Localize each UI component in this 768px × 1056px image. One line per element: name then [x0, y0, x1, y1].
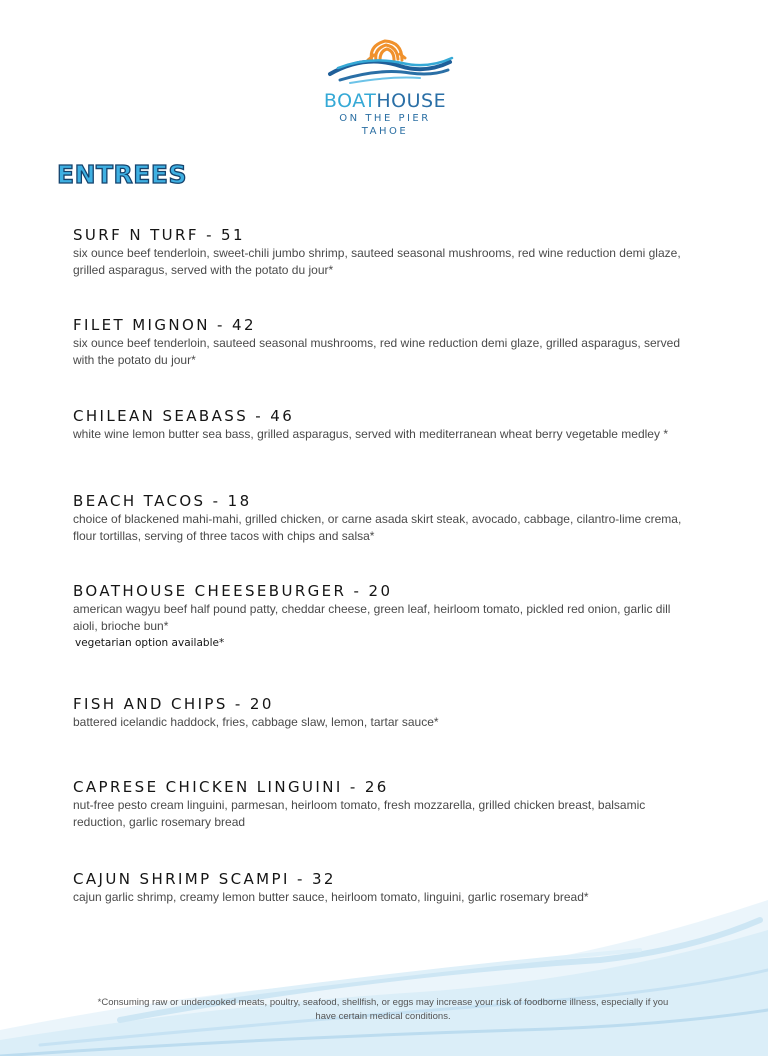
boathouse-logo [300, 36, 470, 146]
brand-subtitle-1: ON THE PIER [339, 113, 431, 124]
menu-item-title: SURF N TURF - 51 [73, 226, 245, 244]
menu-item-description: six ounce beef tenderloin, sauteed seasonal mushrooms, red wine reduction demi glaze, grilled asparagus, served with the potato du jour* [73, 336, 681, 367]
menu-item [73, 695, 693, 731]
menu-item-title: CAPRESE CHICKEN LINGUINI - 26 [73, 778, 389, 796]
section-title: ENTREES [57, 160, 187, 189]
brand-name [300, 90, 470, 112]
menu-item-title: FISH AND CHIPS - 20 [73, 695, 274, 713]
menu-item [73, 778, 693, 831]
menu-item-title: BOATHOUSE CHEESEBURGER - 20 [73, 582, 393, 600]
menu-item-description: nut-free pesto cream linguini, parmesan, heirloom tomato, fresh mozzarella, grilled chicken breast, balsamic reduction, garlic rosemary bread [73, 798, 646, 829]
menu-item-description: six ounce beef tenderloin, sweet-chili jumbo shrimp, sauteed seasonal mushrooms, red wine reduction demi glaze, grilled asparagus, served with the potato du jour* [73, 246, 681, 277]
menu-item-title: CHILEAN SEABASS - 46 [73, 407, 295, 425]
menu-item [73, 226, 693, 279]
menu-item-description: white wine lemon butter sea bass, grilled asparagus, served with mediterranean wheat berry vegetable medley * [73, 427, 668, 441]
menu-item-title: BEACH TACOS - 18 [73, 492, 252, 510]
menu-item-description: cajun garlic shrimp, creamy lemon butter sauce, heirloom tomato, linguini, garlic rosemary bread* [73, 890, 589, 904]
menu-item [73, 407, 693, 443]
brand-name-part2: HOUSE [376, 90, 447, 112]
food-safety-disclaimer: *Consuming raw or undercooked meats, poultry, seafood, shellfish, or eggs may increase your risk of foodborne illness, especially if you have certain medical conditions. [97, 997, 669, 1022]
brand-subtitle-2: TAHOE [361, 126, 409, 137]
menu-item [73, 582, 693, 651]
decorative-wave [0, 880, 768, 1056]
menu-item [73, 316, 693, 369]
brand-name-part1: BOAT [323, 90, 377, 112]
menu-item-note: vegetarian option available* [75, 637, 225, 649]
menu-item-title: CAJUN SHRIMP SCAMPI - 32 [73, 870, 336, 888]
menu-item-title: FILET MIGNON - 42 [73, 316, 256, 334]
menu-item-description: battered icelandic haddock, fries, cabbage slaw, lemon, tartar sauce* [73, 715, 439, 729]
menu-item-description: choice of blackened mahi-mahi, grilled chicken, or carne asada skirt steak, avocado, cabbage, cilantro-lime crema, flour tortillas, serving of three tacos with chips and salsa* [73, 512, 682, 543]
sun-wave-logo-mark [310, 36, 460, 86]
menu-item-description: american wagyu beef half pound patty, cheddar cheese, green leaf, heirloom tomato, pickled red onion, garlic dill aioli, brioche bun* [73, 602, 671, 633]
menu-item [73, 492, 693, 545]
